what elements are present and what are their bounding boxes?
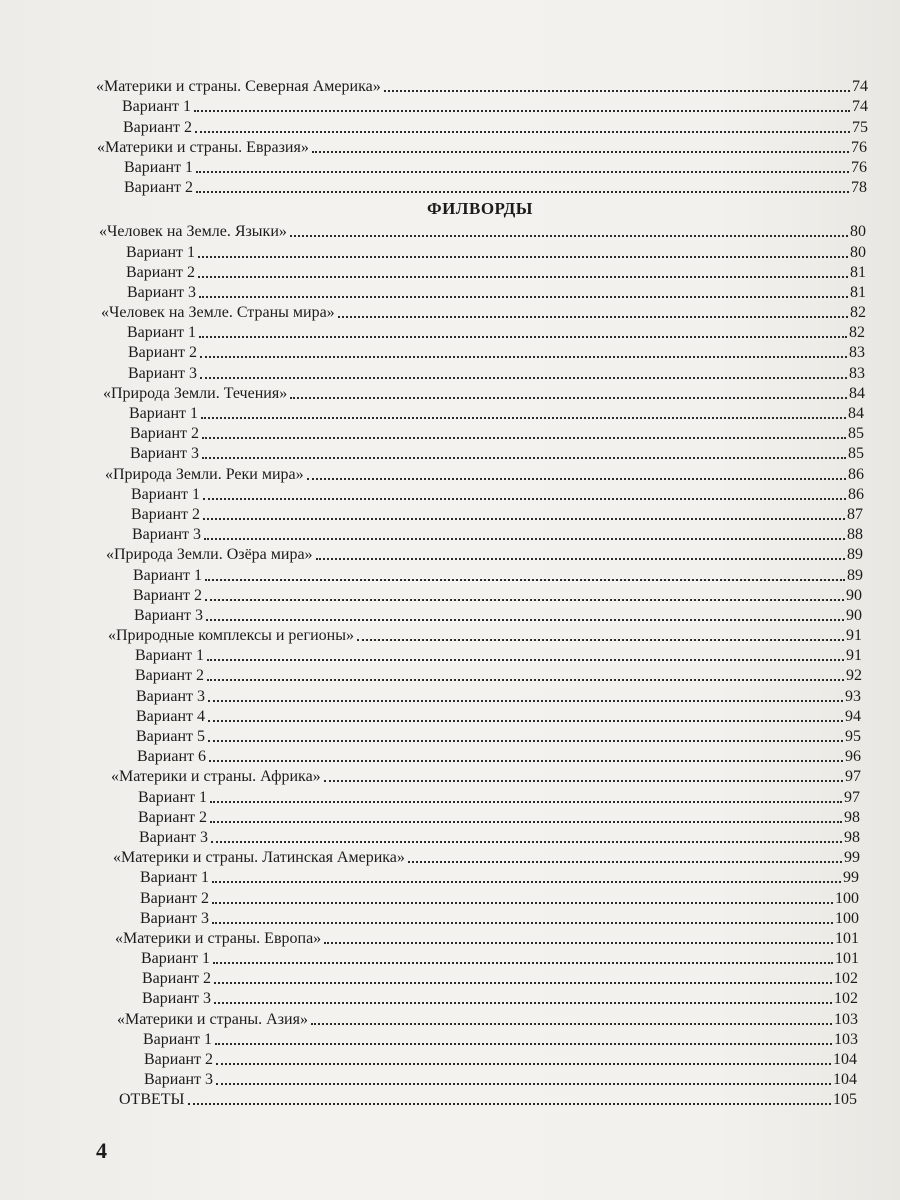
toc-entry-title: Вариант 2 bbox=[126, 263, 195, 281]
dot-leader bbox=[202, 457, 846, 459]
toc-entry-page: 75 bbox=[852, 118, 868, 136]
toc-entry-page: 81 bbox=[850, 283, 866, 301]
toc-entry-title: «Материки и страны. Латинская Америка» bbox=[113, 849, 405, 867]
toc-subentry bbox=[0, 116, 868, 136]
toc-entry-title: Вариант 2 bbox=[135, 667, 204, 685]
toc-subentry bbox=[0, 241, 866, 261]
toc-subentry bbox=[0, 786, 860, 806]
toc-entry-title: «Материки и страны. Африка» bbox=[111, 768, 321, 786]
toc-entry-page: 90 bbox=[846, 586, 862, 604]
toc-entry-page: 105 bbox=[833, 1091, 857, 1109]
toc-entry bbox=[0, 544, 863, 564]
dot-leader bbox=[210, 821, 842, 823]
toc-entry-title: Вариант 2 bbox=[124, 179, 193, 197]
dot-leader bbox=[207, 659, 844, 661]
toc-entry-page: 86 bbox=[848, 465, 864, 483]
toc-entry-page: 91 bbox=[846, 647, 862, 665]
dot-leader bbox=[215, 1043, 832, 1045]
toc-entry-page: 100 bbox=[835, 909, 859, 927]
toc-entry-page: 101 bbox=[835, 950, 859, 968]
toc-entry bbox=[0, 463, 864, 483]
toc-entry-page: 89 bbox=[847, 566, 863, 584]
dot-leader bbox=[198, 276, 848, 278]
toc-entry-title: Вариант 1 bbox=[143, 1030, 212, 1048]
toc-subentry bbox=[0, 807, 860, 827]
toc-entry-page: 81 bbox=[850, 263, 866, 281]
dot-leader bbox=[194, 110, 850, 112]
toc-entry bbox=[0, 625, 862, 645]
toc-entry-page: 85 bbox=[848, 445, 864, 463]
dot-leader bbox=[201, 417, 846, 419]
toc-subentry bbox=[0, 867, 859, 887]
toc-entry-page: 99 bbox=[844, 849, 860, 867]
toc-entry-page: 84 bbox=[848, 405, 864, 422]
dot-leader bbox=[213, 962, 833, 964]
toc-entry bbox=[0, 76, 868, 96]
toc-entry bbox=[0, 928, 859, 948]
dot-leader bbox=[212, 922, 833, 924]
toc-entry bbox=[0, 302, 866, 322]
dot-leader bbox=[205, 579, 845, 581]
toc-entry-page: 83 bbox=[849, 344, 865, 362]
toc-entry-title: «Материки и страны. Европа» bbox=[115, 929, 322, 947]
toc-subentry bbox=[0, 443, 864, 463]
toc-entry-title: Вариант 1 bbox=[122, 98, 191, 116]
toc-subentry bbox=[0, 322, 865, 342]
toc-entry-title: «Природные комплексы и регионы» bbox=[108, 627, 354, 645]
toc-entry bbox=[0, 1089, 857, 1109]
toc-subentry bbox=[0, 342, 865, 362]
toc-entry-page: 104 bbox=[833, 1051, 857, 1068]
toc-entry-page: 84 bbox=[849, 384, 865, 402]
toc-entry-page: 101 bbox=[835, 929, 859, 947]
toc-subentry bbox=[0, 948, 859, 968]
toc-entry-title: Вариант 1 bbox=[127, 324, 196, 342]
toc-entry-page: 96 bbox=[845, 748, 861, 766]
toc-entry-page: 91 bbox=[846, 627, 862, 645]
dot-leader bbox=[199, 336, 847, 338]
toc-subentry bbox=[0, 706, 861, 726]
toc-entry-title: Вариант 2 bbox=[138, 808, 207, 826]
toc-entry-title: Вариант 2 bbox=[130, 425, 199, 443]
toc-subentry bbox=[0, 423, 864, 443]
toc-entry-page: 85 bbox=[848, 425, 864, 443]
toc-subentry bbox=[0, 504, 863, 524]
toc-subentry bbox=[0, 282, 866, 302]
toc-entry-title: Вариант 3 bbox=[127, 283, 196, 301]
toc-subentry bbox=[0, 908, 859, 928]
toc-entry-page: 88 bbox=[847, 526, 863, 544]
toc-entry-title: Вариант 5 bbox=[136, 728, 205, 745]
toc-subentry bbox=[0, 746, 861, 766]
dot-leader bbox=[311, 1023, 832, 1025]
dot-leader bbox=[200, 356, 847, 358]
toc-entry-title: Вариант 2 bbox=[123, 118, 192, 136]
toc-subentry bbox=[0, 262, 866, 282]
toc-entry-title: Вариант 3 bbox=[130, 445, 199, 463]
toc-entry-title: Вариант 3 bbox=[136, 687, 205, 705]
toc-entry-title: Вариант 2 bbox=[133, 586, 202, 604]
toc-entry-page: 76 bbox=[851, 138, 867, 156]
dot-leader bbox=[195, 131, 850, 133]
dot-leader bbox=[338, 316, 848, 318]
toc-entry-page: 74 bbox=[852, 78, 868, 96]
dot-leader bbox=[216, 1083, 831, 1085]
dot-leader bbox=[212, 902, 833, 904]
toc-entry-title: «Материки и страны. Азия» bbox=[117, 1010, 308, 1028]
dot-leader bbox=[208, 740, 843, 742]
toc-subentry bbox=[0, 524, 863, 544]
toc-entry bbox=[0, 221, 866, 241]
toc-entry-title: Вариант 1 bbox=[124, 158, 193, 176]
toc-entry-title: «Материки и страны. Северная Америка» bbox=[96, 78, 381, 96]
toc-subentry bbox=[0, 564, 863, 584]
dot-leader bbox=[196, 171, 849, 173]
toc-entry-page: 86 bbox=[848, 485, 864, 503]
toc-entry-page: 99 bbox=[843, 869, 859, 887]
dot-leader bbox=[199, 296, 848, 298]
dot-leader bbox=[209, 760, 843, 762]
toc-entry-title: Вариант 1 bbox=[133, 566, 202, 584]
dot-leader bbox=[384, 90, 850, 92]
toc-entry-title: «Природа Земли. Течения» bbox=[103, 384, 288, 402]
toc-entry-page: 90 bbox=[846, 606, 862, 624]
toc-entry-page: 83 bbox=[849, 364, 865, 382]
dot-leader bbox=[312, 151, 849, 153]
dot-leader bbox=[290, 397, 847, 399]
toc-entry-title: Вариант 1 bbox=[140, 869, 209, 887]
dot-leader bbox=[200, 377, 847, 379]
dot-leader bbox=[290, 235, 848, 237]
toc-entry-page: 82 bbox=[849, 324, 865, 342]
toc-entry-page: 102 bbox=[834, 970, 858, 988]
toc-entry-page: 97 bbox=[844, 788, 860, 806]
toc-entry-title: «Материки и страны. Евразия» bbox=[97, 138, 309, 156]
toc-entry-title: Вариант 1 bbox=[135, 647, 204, 665]
dot-leader bbox=[307, 478, 846, 480]
dot-leader bbox=[324, 942, 833, 944]
toc-entry-page: 97 bbox=[845, 768, 861, 786]
dot-leader bbox=[203, 498, 846, 500]
dot-leader bbox=[207, 679, 844, 681]
toc-entry-title: Вариант 3 bbox=[134, 606, 203, 624]
toc-entry-title: Вариант 6 bbox=[137, 748, 206, 766]
toc-entry-title: Вариант 3 bbox=[144, 1071, 213, 1089]
dot-leader bbox=[210, 801, 842, 803]
toc-entry-page: 80 bbox=[850, 223, 866, 241]
dot-leader bbox=[408, 861, 842, 863]
toc-subentry bbox=[0, 484, 864, 504]
dot-leader bbox=[214, 982, 832, 984]
dot-leader bbox=[208, 720, 843, 722]
toc-entry-page: 74 bbox=[852, 98, 868, 116]
toc-entry-title: «Природа Земли. Озёра мира» bbox=[106, 546, 313, 564]
toc-entry-title: Вариант 1 bbox=[129, 405, 198, 422]
toc-subentry bbox=[0, 685, 861, 705]
dot-leader bbox=[196, 191, 849, 193]
toc-entry bbox=[0, 137, 867, 157]
toc-entry-page: 102 bbox=[834, 990, 858, 1008]
dot-leader bbox=[198, 256, 848, 258]
dot-leader bbox=[204, 538, 845, 540]
dot-leader bbox=[211, 841, 842, 843]
toc-entry-title: Вариант 4 bbox=[136, 707, 205, 725]
toc-subentry bbox=[0, 726, 861, 746]
toc-subentry bbox=[0, 827, 860, 847]
toc-entry-page: 78 bbox=[851, 179, 867, 197]
toc-entry bbox=[0, 766, 861, 786]
toc-subentry bbox=[0, 1049, 857, 1069]
toc-entry bbox=[0, 847, 860, 867]
toc-entry-title: Вариант 3 bbox=[140, 909, 209, 927]
toc-entry-title: Вариант 2 bbox=[131, 505, 200, 523]
dot-leader bbox=[208, 700, 843, 702]
toc-entry-title: Вариант 3 bbox=[142, 990, 211, 1008]
dot-leader bbox=[202, 437, 846, 439]
dot-leader bbox=[205, 599, 844, 601]
toc-entry-page: 76 bbox=[851, 158, 867, 176]
dot-leader bbox=[357, 639, 844, 641]
toc-subentry bbox=[0, 887, 859, 907]
toc-subentry bbox=[0, 585, 862, 605]
dot-leader bbox=[214, 1002, 832, 1004]
toc-subentry bbox=[0, 157, 867, 177]
toc-entry-page: 80 bbox=[850, 243, 866, 261]
toc-entry-title: Вариант 1 bbox=[138, 788, 207, 806]
toc-entry-title: Вариант 2 bbox=[140, 889, 209, 907]
dot-leader bbox=[316, 558, 845, 560]
toc-subentry bbox=[0, 96, 868, 116]
toc-entry-title: Вариант 2 bbox=[128, 344, 197, 362]
dot-leader bbox=[324, 780, 843, 782]
dot-leader bbox=[203, 518, 845, 520]
toc-subentry bbox=[0, 362, 865, 382]
toc-subentry bbox=[0, 968, 858, 988]
toc-subentry bbox=[0, 1069, 857, 1089]
toc-entry-title: Вариант 3 bbox=[128, 364, 197, 382]
toc-entry-title: «Человек на Земле. Страны мира» bbox=[101, 304, 335, 322]
toc-entry-page: 82 bbox=[850, 304, 866, 322]
toc-subentry bbox=[0, 645, 862, 665]
toc-entry bbox=[0, 383, 865, 403]
dot-leader bbox=[212, 881, 841, 883]
toc-entry-page: 95 bbox=[845, 728, 861, 745]
dot-leader bbox=[188, 1103, 832, 1105]
dot-leader bbox=[216, 1063, 831, 1065]
toc-entry-page: 103 bbox=[834, 1010, 858, 1028]
toc-entry-title: Вариант 2 bbox=[142, 970, 211, 988]
toc-subentry bbox=[0, 403, 864, 423]
toc-entry-page: 104 bbox=[833, 1071, 857, 1089]
toc-subentry bbox=[0, 605, 862, 625]
toc-entry-title: Вариант 1 bbox=[131, 485, 200, 503]
toc-entry-title: «Человек на Земле. Языки» bbox=[99, 223, 287, 241]
toc-entry-page: 87 bbox=[847, 505, 863, 523]
toc-entry-page: 98 bbox=[844, 828, 860, 846]
toc-entry-title: Вариант 1 bbox=[126, 243, 195, 261]
toc-entry-page: 100 bbox=[835, 889, 859, 907]
toc-entry-page: 94 bbox=[845, 707, 861, 725]
toc-entry bbox=[0, 1008, 858, 1028]
toc-subentry bbox=[0, 665, 862, 685]
toc-entry-title: Вариант 3 bbox=[132, 526, 201, 544]
section-heading: ФИЛВОРДЫ bbox=[426, 199, 533, 219]
toc-entry-page: 98 bbox=[844, 808, 860, 826]
toc-entry-title: Вариант 1 bbox=[141, 950, 210, 968]
toc-subentry bbox=[0, 1029, 858, 1049]
toc-entry-title: ОТВЕТЫ bbox=[119, 1091, 185, 1109]
toc-entry-page: 103 bbox=[834, 1030, 858, 1048]
toc-entry-page: 89 bbox=[847, 546, 863, 564]
dot-leader bbox=[206, 619, 844, 621]
toc-subentry bbox=[0, 177, 867, 197]
toc-entry-title: Вариант 2 bbox=[144, 1051, 213, 1068]
page-number: 4 bbox=[96, 1138, 107, 1163]
table-of-contents bbox=[0, 76, 900, 1109]
toc-entry-page: 93 bbox=[845, 687, 861, 705]
toc-subentry bbox=[0, 988, 858, 1008]
toc-entry-title: «Природа Земли. Реки мира» bbox=[105, 465, 304, 483]
toc-entry-title: Вариант 3 bbox=[139, 828, 208, 846]
toc-entry-page: 92 bbox=[846, 667, 862, 685]
